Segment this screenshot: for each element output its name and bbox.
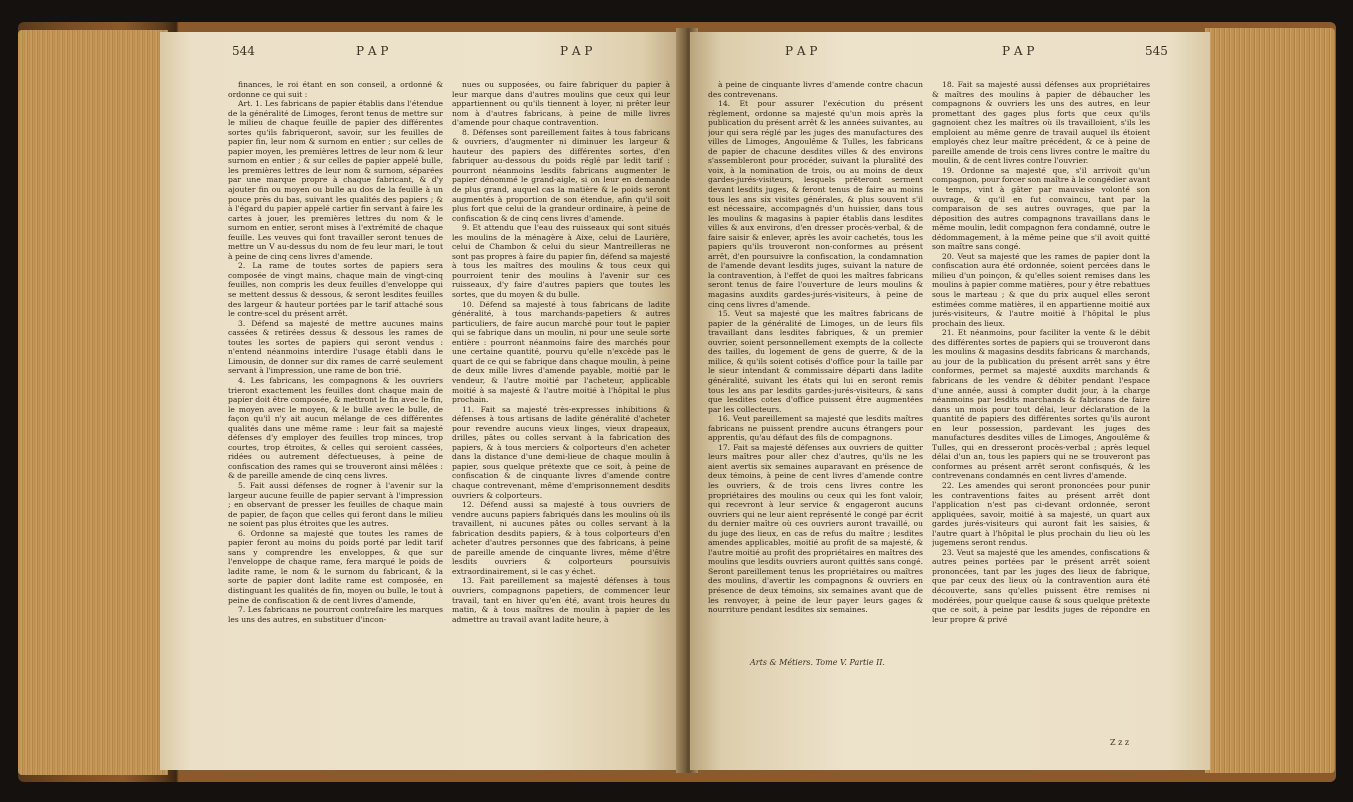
paragraph: 7. Les fabricans ne pourront contrefaire les marques les uns des autres, en substituer d'incon-	[228, 605, 443, 624]
paragraph: 12. Défend aussi sa majesté à tous ouvriers de vendre aucuns papiers fabriqués dans les moulins où ils travaillent, ni aucunes pâtes ou colles servant à la fabrication desdits papiers, & à tous colporteurs d'en acheter d'autres personnes que des fabricans, à peine de pareille amende de cinquante livres, même d'être lesdits ouvriers & colporteurs poursuivis extraordinairement, si le cas y échet.	[452, 500, 670, 576]
running-head: P A P	[560, 44, 593, 58]
page-edges-right	[1205, 28, 1335, 773]
running-head: P A P	[785, 44, 818, 58]
text-column-2	[452, 80, 670, 762]
paragraph: 22. Les amendes qui seront prononcées pour punir les contraventions faites au présent arrêt dont l'application n'est pas ci-devant ordonnée, seront appliquées, savoir, moitié à sa majesté, un quart aux gardes jurés-visiteurs qui auront fait les saisies, & l'autre quart à l'hôpital le plus prochain du lieu où les jugemens seront rendus.	[932, 480, 1150, 548]
paragraph: 15. Veut sa majesté que les maîtres fabricans de papier de la généralité de Limoges, un de leurs fils travaillant dans lesdites fabriques, & un premier ouvrier, soient personnellement exempts de la collecte des tailles, du logement de gens de guerre, & de la milice, & qu'ils soient cotisés d'office pour la taille par le sieur intendant & commissaire départi dans ladite généralité, suivant les états qui lui en seront remis tous les ans par lesdits gardes-jurés-visiteurs, & sans que lesdites cotes d'office puissent être augmentées par les collecteurs.	[708, 309, 923, 414]
paragraph: à peine de cinquante livres d'amende contre chacun des contrevenans.	[708, 80, 923, 99]
page-number: 545	[1145, 44, 1168, 58]
page-number: 544	[232, 44, 255, 58]
paragraph: Art. 1. Les fabricans de papier établis dans l'étendue de la généralité de Limoges, feront tenus de mettre sur le milieu de chaque feuille de papier des différentes sortes qu'ils fabriqueront, savoir, sur les feuilles de papier fin, leur nom & surnom en entier ; sur celles de papier moyen, les premières lettres de leur nom & leur surnom en entier ; & sur celles de papier appelé bulle, les premières lettres de leur nom & surnom, séparées par une marque propre à chaque fabricant, & d'y ajouter fin ou moyen ou bulle au dos de la feuille à un pouce près du bas, suivant les qualités des papiers ; & à l'égard du papier appelé cartier fin servant à faire les cartes à jouer, les premières lettres du nom & le surnom en entier, seront mises à l'extrémité de chaque feuille. Les veuves qui font travailler seront tenues de mettre un V au-dessus du nom de feu leur mari, le tout à peine de cinq cens livres d'amende.	[228, 99, 443, 261]
text-column-2	[932, 80, 1150, 762]
paragraph: finances, le roi étant en son conseil, a ordonné & ordonne ce qui suit :	[228, 80, 443, 99]
left-page	[160, 32, 685, 770]
paragraph: 14. Et pour assurer l'exécution du présent règlement, ordonne sa majesté qu'un mois après la publication du présent arrêt & les années suivantes, au jour qui sera réglé par les juges des manufactures des villes de Limoges, Angoulême & Tulles, les fabricans de papier de chacune desdites villes & des environs s'assembleront pour procéder, suivant la pluralité des voix, à la nomination de trois, ou au moins de deux gardes-jurés-visiteurs, lesquels prêteront serment devant lesdits juges, & feront tenus de faire au moins tous les ans six visites générales, & plus souvent s'il est nécessaire, accompagnés d'un huissier, dans tous les moulins & magasins à papier établis dans lesdites villes & aux environs, d'en dresser procès-verbal, & de faire saisir & enlever, après les avoir cachetés, tous les papiers qu'ils trouveront non-conformes au présent arrêt, d'en poursuivre la confiscation, la condamnation de l'amende devant lesdits juges, suivant la nature de la contravention, à l'effet de quoi les maîtres fabricans seront tenus de faire l'ouverture de leurs moulins & magasins auxdits gardes-jurés-visiteurs, à peine de cinq cens livres d'amende.	[708, 99, 923, 309]
text-column-1	[228, 80, 443, 762]
paragraph: 4. Les fabricans, les compagnons & les ouvriers trieront exactement les feuilles dont chaque main de papier doit être composée, & mettront le fin avec le fin, le moyen avec le moyen, & le bulle avec le bulle, de façon qu'il n'y ait aucun mélange de ces différentes qualités dans une même rame : leur fait sa majesté défenses d'y employer des feuilles trop minces, trop courtes, trop étroites, & celles qui seroient cassées, ridées ou autrement défectueuses, à peine de confiscation des rames qui se trouveront ainsi mêlées : & de pareille amende de cinq cens livres.	[228, 375, 443, 481]
paragraph: 17. Fait sa majesté défenses aux ouvriers de quitter leurs maîtres pour aller chez d'autres, qu'ils ne les aient avertis six semaines auparavant en présence de deux témoins, à peine de cent livres d'amende contre les ouvriers, & de trois cens livres contre les propriétaires des moulins ou ceux qui les font valoir, qui recevront à leur service & engageront aucuns ouvriers qui ne leur aient représenté le congé par écrit du dernier maître où ces ouvriers auront travaillé, ou du juge des lieux, en cas de refus du maître ; lesdites amendes applicables, moitié au profit de sa majesté, & l'autre moitié au profit des propriétaires en maîtres des moulins que lesdits ouvriers auront quittés sans congé. Seront pareillement tenus les propriétaires ou maîtres des moulins, d'avertir les compagnons & ouvriers en présence de deux témoins, six semaines avant que de les renvoyer, à peine de leur payer leurs gages & nourriture pendant lesdites six semaines.	[708, 442, 923, 615]
paragraph: 16. Veut pareillement sa majesté que lesdits maîtres fabricans ne puissent prendre aucuns étrangers pour apprentis, qu'au défaut des fils de compagnons.	[708, 414, 923, 443]
paragraph: 8. Défenses sont pareillement faites à tous fabricans & ouvriers, d'augmenter ni diminuer les largeur & hauteur des papiers des différentes sortes, d'en fabriquer au-dessous du poids réglé par ledit tarif : pourront néanmoins lesdits fabricans augmenter le papier dénommé le grand-aigle, si on leur en demande de plus grand, auquel cas la matière & le poids seront augmentés à proportion de son étendue, afin qu'il soit plus fort que celui de la grandeur ordinaire, à peine de confiscation & de cinq cens livres d'amende.	[452, 127, 670, 223]
paragraph: 19. Ordonne sa majesté que, s'il arrivoit qu'un compagnon, pour forcer son maître à le congédier avant le temps, vint à gâter par mauvaise volonté son ouvrage, & qu'il en fut convaincu, tant par la comparaison de ses autres ouvrages, que par la déposition des autres compagnons travaillans dans le même moulin, ledit compagnon fera condamné, outre le dédommagement, à la même peine que s'il avoit quitté son maître sans congé.	[932, 165, 1150, 252]
paragraph: 2. La rame de toutes sortes de papiers sera composée de vingt mains, chaque main de vingt-cinq feuilles, non compris les deux feuilles d'enveloppe qui se mettent dessus & dessous, & seront lesdites feuilles des largeur & hauteur portées par le tarif attaché sous le contre-scel du présent arrêt.	[228, 261, 443, 319]
paragraph: 6. Ordonne sa majesté que toutes les rames de papier feront au moins du poids porté par ledit tarif sans y comprendre les enveloppes, & que sur l'enveloppe de chaque rame, fera marqué le poids de ladite rame, le nom & le surnom du fabricant, & la sorte de papier dont ladite rame est composée, en distinguant les qualités de fin, moyen ou bulle, le tout à peine de confiscation & de cent livres d'amende,	[228, 528, 443, 605]
paragraph: 23. Veut sa majesté que les amendes, confiscations & autres peines portées par le présent arrêt soient prononcées, tant par les juges des lieux de fabrique, que par ceux des lieux où la contravention aura été découverte, sans qu'elles puissent être remises ni modérées, pour quelque cause & sous quelque prétexte que ce soit, à peine par lesdits juges de répondre en leur propre & privé	[932, 547, 1150, 624]
running-head: P A P	[356, 44, 389, 58]
paragraph: nues ou supposées, ou faire fabriquer du papier à leur marque dans d'autres moulins que ceux qui leur appartiennent ou qu'ils tiennent à loyer, ni prêter leur nom à d'autres fabricans, à peine de mille livres d'amende pour chaque contravention.	[452, 80, 670, 128]
paragraph: 18. Fait sa majesté aussi défenses aux propriétaires & maîtres des moulins à papier de débaucher les compagnons & ouvriers les uns des autres, en leur promettant des gages plus forts que ceux qu'ils gagnoient chez les maîtres où ils travailloient, s'ils les emploient au même genre de travail auquel ils étoient employés chez leur maître précédent, & ce à peine de pareille amende de trois cens livres contre le maître du moulin, & de cent livres contre l'ouvrier.	[932, 80, 1150, 166]
paragraph: 3. Défend sa majesté de mettre aucunes mains cassées & retirées dessus & dessous les rames de toutes les sortes de papiers qui seront vendus : n'entend néanmoins interdire l'usage établi dans le Limousin, de donner sur dix rames de carré seulement servant à l'impression, une rame de bon trié.	[228, 318, 443, 376]
right-page	[690, 32, 1210, 770]
paragraph: 10. Défend sa majesté à tous fabricans de ladite généralité, à tous marchands-papetiers & autres particuliers, de faire aucun marché pour tout le papier qui se fabrique dans un moulin, ni pour une seule sorte entière : pourront néanmoins faire des marchés pour une certaine quantité, pourvu qu'elle n'excède pas le quart de ce qui se fabrique dans chaque moulin, à peine de deux mille livres d'amende payable, moitié par le vendeur, & l'autre moitié par l'acheteur, applicable moitié à sa majesté & l'autre moitié à l'hôpital le plus prochain.	[452, 299, 670, 405]
paragraph: 20. Veut sa majesté que les rames de papier dont la confiscation aura été ordonnée, soient percées dans le milieu d'un poinçon, & qu'elles soient remises dans les moulins à papier comme matières, pour y être rebattues sous le marteau ; & que du prix auquel elles seront estimées comme matières, il en appartienne moitié aux jurés-visiteurs, & l'autre moitié à l'hôpital le plus prochain des lieux.	[932, 251, 1150, 328]
paragraph: 11. Fait sa majesté très-expresses inhibitions & défenses à tous artisans de ladite généralité d'acheter pour revendre aucuns vieux linges, vieux drapeaux, drilles, pâtes ou colles servant à la fabrication des papiers, & à tous merciers & colporteurs d'en acheter dans la distance d'une demi-lieue de chaque moulin à papier, sous quelque prétexte que ce soit, à peine de confiscation & de cinquante livres d'amende contre chaque contrevenant, même d'emprisonnement desdits ouvriers & colporteurs.	[452, 404, 670, 500]
paragraph: 5. Fait aussi défenses de rogner à l'avenir sur la largeur aucune feuille de papier servant à l'impression ; en observant de presser les feuilles de chaque main de papier, de façon que celles qui feront dans le milieu ne soient pas plus étroites que les autres.	[228, 480, 443, 529]
paragraph: 13. Fait pareillement sa majesté défenses à tous ouvriers, compagnons papetiers, de commencer leur travail, tant en hiver qu'en été, avant trois heures du matin, & à tous maîtres de moulin à papier de les admettre au travail avant ladite heure, à	[452, 576, 670, 624]
paragraph: 9. Et attendu que l'eau des ruisseaux qui sont situés les moulins de la ménagère à Aixe, celui de Laurière, celui de Chambon & celui du sieur Mantreilleras ne sont pas propres à faire du papier fin, défend sa majesté à tous les maîtres des moulins & tous ceux qui pourroient tenir des moulins à l'avenir sur ces ruisseaux, d'y faire d'autres papiers que toutes les sortes, que du moyen & du bulle.	[452, 223, 670, 300]
page-edges-left	[18, 30, 168, 775]
running-head: P A P	[1002, 44, 1035, 58]
signature-mark: Z z z	[1110, 738, 1130, 747]
paragraph: 21. Et néanmoins, pour faciliter la vente & le débit des différentes sortes de papiers qui se trouveront dans les moulins & magasins desdits fabricans & marchands, au jour de la publication du présent arrêt sans y être conformes, permet sa majesté auxdits marchands & fabricans de les vendre & débiter pendant l'espace d'une année, aussi à compter dudit jour, à la charge néanmoins par lesdits marchands & fabricans de faire dans un mois pour tout délai, leur déclaration de la quantité de papiers des différentes sortes qu'ils auront en leur possession, pardevant les juges des manufactures desdites villes de Limoges, Angoulême & Tulles, qui en dresseront procès-verbal ; après lequel délai d'un an, tous les papiers qui ne se trouveront pas conformes au présent arrêt seront confisqués, & les contrevenans condamnés en cent livres d'amende.	[932, 328, 1150, 481]
footer-volume: Arts & Métiers. Tome V. Partie II.	[750, 658, 885, 667]
